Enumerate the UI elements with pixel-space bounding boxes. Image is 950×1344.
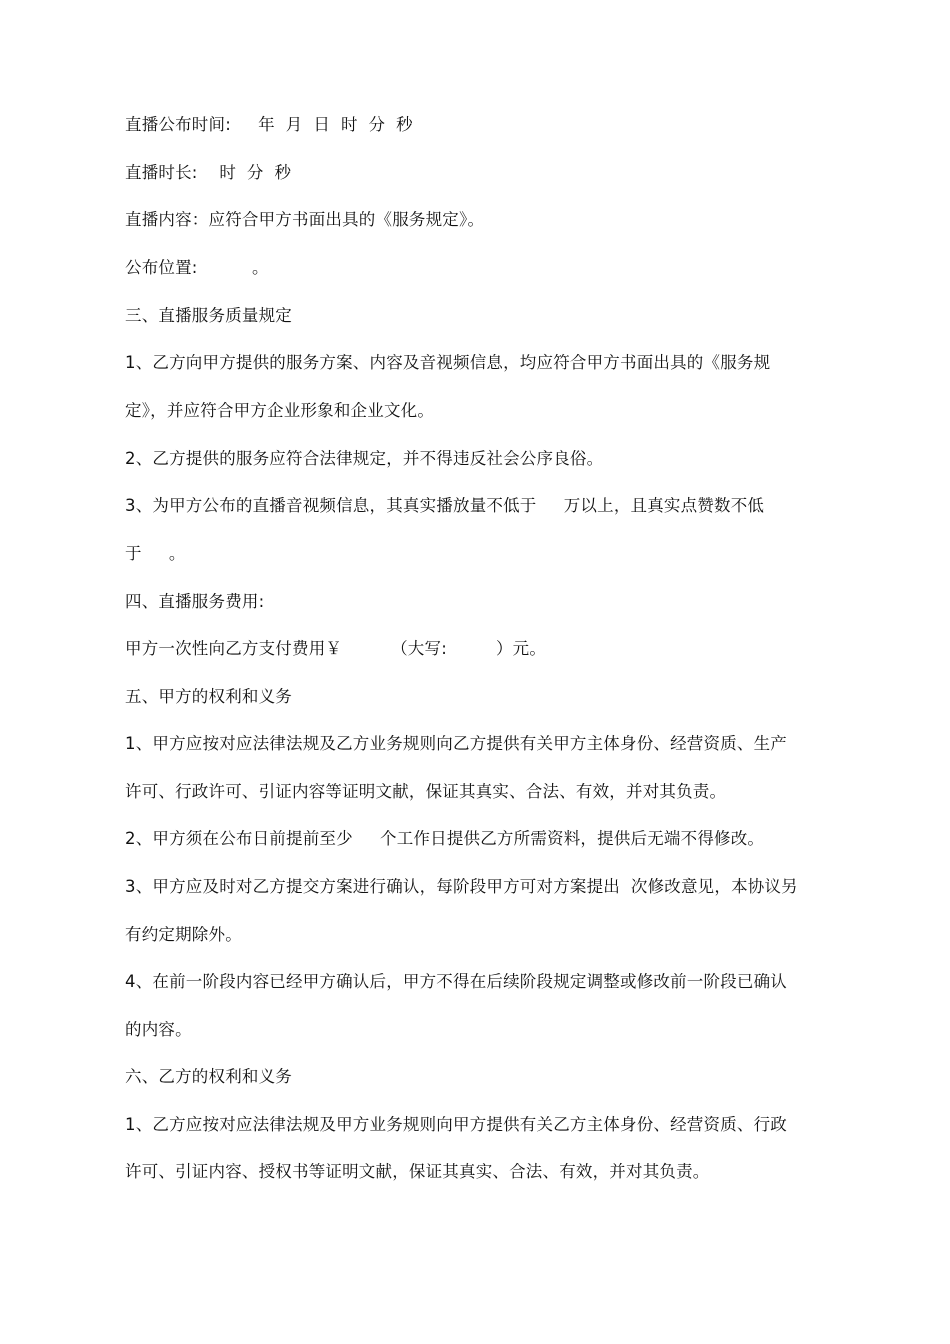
section-3-item-2: 2、乙方提供的服务应符合法律规定，并不得违反社会公序良俗。 — [125, 449, 604, 468]
section-6-item-1-line-1: 1、乙方应按对应法律法规及甲方业务规则向甲方提供有关乙方主体身份、经营资质、行政 — [125, 1115, 787, 1134]
publish-location-line: 公布位置: 。 — [125, 258, 269, 277]
section-5-item-3-line-1: 3、甲方应及时对乙方提交方案进行确认，每阶段甲方可对方案提出 次修改意见，本协议另 — [125, 877, 798, 896]
section-5-item-2: 2、甲方须在公布日前提前至少 个工作日提供乙方所需资料，提供后无端不得修改。 — [125, 829, 765, 848]
section-3-item-1-line-2: 定》，并应符合甲方企业形象和企业文化。 — [125, 401, 435, 420]
broadcast-content-line: 直播内容：应符合甲方书面出具的《服务规定》。 — [125, 210, 485, 229]
section-5-item-4-line-1: 4、在前一阶段内容已经甲方确认后，甲方不得在后续阶段规定调整或修改前一阶段已确认 — [125, 972, 787, 991]
section-6-item-1-line-2: 许可、引证内容、授权书等证明文献，保证其真实、合法、有效，并对其负责。 — [125, 1162, 710, 1181]
section-3-heading: 三、直播服务质量规定 — [125, 306, 292, 325]
broadcast-time-line: 直播公布时间: 年 月 日 时 分 秒 — [125, 115, 413, 134]
section-6-heading: 六、乙方的权利和义务 — [125, 1067, 292, 1086]
section-5-item-4-line-2: 的内容。 — [125, 1020, 192, 1039]
section-3-item-3-line-1: 3、为甲方公布的直播音视频信息，其真实播放量不低于 万以上，且真实点赞数不低 — [125, 496, 765, 515]
section-3-item-3-line-2: 于 。 — [125, 544, 186, 563]
section-5-item-1-line-1: 1、甲方应按对应法律法规及乙方业务规则向乙方提供有关甲方主体身份、经营资质、生产 — [125, 734, 787, 753]
section-5-item-1-line-2: 许可、行政许可、引证内容等证明文献，保证其真实、合法、有效，并对其负责。 — [125, 782, 727, 801]
service-fee-line: 甲方一次性向乙方支付费用￥ （大写: ）元。 — [125, 639, 547, 658]
section-5-heading: 五、甲方的权利和义务 — [125, 687, 292, 706]
broadcast-duration-line: 直播时长: 时 分 秒 — [125, 163, 292, 182]
section-5-item-3-line-2: 有约定期除外。 — [125, 925, 242, 944]
section-3-item-1-line-1: 1、乙方向甲方提供的服务方案、内容及音视频信息，均应符合甲方书面出具的《服务规 — [125, 353, 771, 372]
section-4-heading: 四、直播服务费用: — [125, 592, 265, 611]
